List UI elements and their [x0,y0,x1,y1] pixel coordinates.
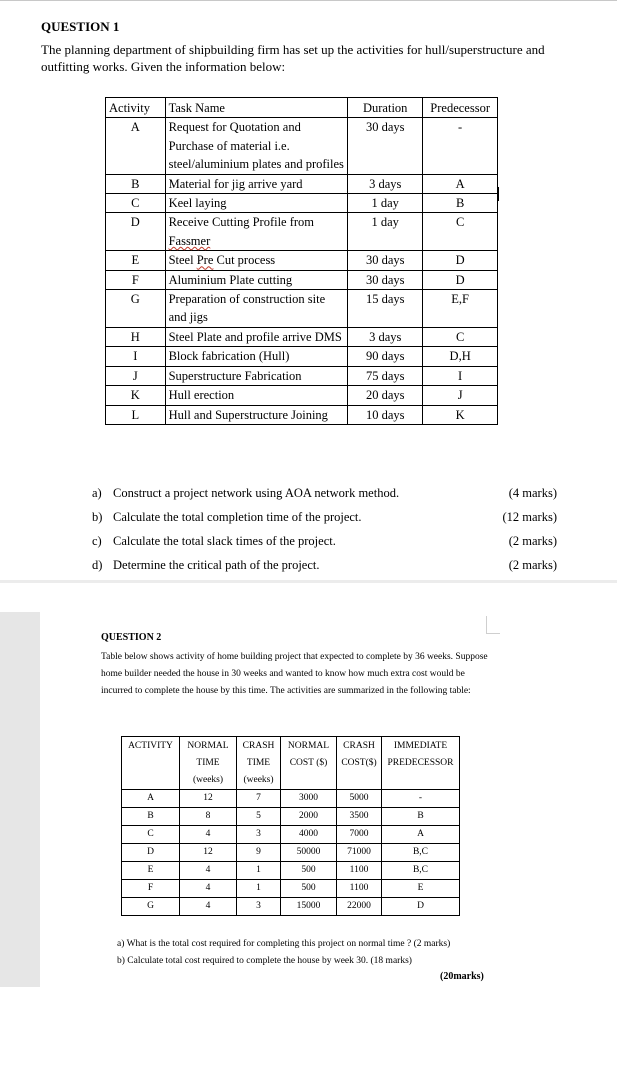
normal-time-cell: 4 [180,898,237,916]
activity-cell: F [122,880,180,898]
header-text: (weeks) [243,775,274,785]
part-label: b) [92,510,103,524]
table-row [106,213,498,251]
header-text: CRASH [343,741,375,751]
part-text: Construct a project network using AOA network method. [113,486,400,500]
predecessor-cell: E,F [423,290,498,328]
page-corner-mark [486,616,500,634]
header-text: COST($) [341,758,377,768]
question1-intro: The planning department of shipbuilding firm has set up the activities for hull/superstructure and outfitting works. Given the information below: [41,42,545,74]
question2-intro: Table below shows activity of home building project that expected to complete by 36 weeks. Suppose home builder needed the house in 30 weeks and wanted to know how much extra cost would be incurred to complete the house by this time. The activities are summarized in the following table: [101,652,488,696]
header-text: NORMAL [287,741,330,751]
crash-time-cell: 3 [237,898,281,916]
part-text: Calculate the total slack times of the project. [113,534,336,548]
task-cell: Hull erection [165,386,348,405]
part-marks: (4 marks) [508,486,557,500]
crashing-table [121,736,460,916]
predecessor-cell: A [423,174,498,193]
duration-cell: 75 days [348,366,423,385]
question-part [92,534,557,552]
normal-cost-cell: 50000 [281,844,337,862]
table-row [106,270,498,289]
table-row [106,405,498,424]
activity-cell: C [106,194,166,213]
normal-time-cell: 12 [180,844,237,862]
predecessor-cell: - [423,118,498,174]
header-text: TIME [246,758,271,768]
task-cell: Block fabrication (Hull) [165,347,348,366]
spellcheck-flagged-word: Fassmer [168,233,211,248]
part-label: c) [92,534,102,548]
header-crash-cost [337,737,382,790]
predecessor-cell: J [423,386,498,405]
task-cell: Preparation of construction site and jigs [165,290,348,328]
crash-cost-cell: 22000 [337,898,382,916]
normal-cost-cell: 500 [281,880,337,898]
part-marks: (2 marks) [508,534,557,548]
part-label: a) [92,486,102,500]
table-row [122,862,460,880]
part-label: d) [92,558,103,572]
duration-cell: 15 days [348,290,423,328]
crash-cost-cell: 3500 [337,808,382,826]
header-activity [122,737,180,790]
normal-cost-cell: 4000 [281,826,337,844]
crash-cost-cell: 1100 [337,880,382,898]
table-row [106,290,498,328]
table-row [106,327,498,346]
task-cell: Material for jig arrive yard [165,174,348,193]
question2-subquestions [117,936,450,970]
crash-time-cell: 1 [237,880,281,898]
duration-cell: 3 days [348,327,423,346]
header-duration: Duration [348,98,423,118]
duration-cell: 30 days [348,251,423,270]
predecessor-cell: B,C [382,844,460,862]
normal-time-cell: 4 [180,880,237,898]
predecessor-cell: B,C [382,862,460,880]
table-row [106,386,498,405]
table-row [122,808,460,826]
crash-time-cell: 9 [237,844,281,862]
question2-title: QUESTION 2 [101,632,162,643]
activity-cell: A [106,118,166,174]
duration-cell: 10 days [348,405,423,424]
activity-cell: B [106,174,166,193]
header-normal-time [180,737,237,790]
duration-cell: 30 days [348,270,423,289]
task-cell: Steel Plate and profile arrive DMS [165,327,348,346]
row-end-marker [497,187,499,201]
task-cell: Superstructure Fabrication [165,366,348,385]
part-text: Determine the critical path of the project. [113,558,320,572]
activity-cell: E [106,251,166,270]
predecessor-cell: I [423,366,498,385]
part-marks: (2 marks) [508,558,557,572]
normal-time-cell: 8 [180,808,237,826]
header-text: IMMEDIATE [393,741,448,751]
predecessor-cell: B [423,194,498,213]
part-marks: (12 marks) [502,510,557,524]
header-activity: Activity [106,98,166,118]
table-row [106,174,498,193]
header-immediate-predecessor [382,737,460,790]
predecessor-cell: - [382,790,460,808]
activity-cell: D [106,213,166,251]
task-cell [165,213,348,251]
crash-time-cell: 7 [237,790,281,808]
activity-cell: H [106,327,166,346]
activity-table [105,97,498,425]
task-cell: Hull and Superstructure Joining [165,405,348,424]
header-task-name: Task Name [165,98,348,118]
predecessor-cell: D [423,270,498,289]
duration-cell: 1 day [348,213,423,251]
crash-cost-cell: 7000 [337,826,382,844]
duration-cell: 90 days [348,347,423,366]
header-text: CRASH [242,741,275,751]
activity-cell: I [106,347,166,366]
task-cell: Request for Quotation and Purchase of material i.e. steel/aluminium plates and profiles [165,118,348,174]
activity-cell: K [106,386,166,405]
task-cell: Aluminium Plate cutting [165,270,348,289]
activity-cell: L [106,405,166,424]
crash-cost-cell: 1100 [337,862,382,880]
top-divider [0,0,617,1]
subquestion: b) Calculate total cost required to complete the house by week 30. (18 marks) [117,956,412,966]
table-row [106,366,498,385]
table-row [122,880,460,898]
question-part [92,558,557,576]
task-text: Receive Cutting Profile from [168,215,315,230]
task-cell: Keel laying [165,194,348,213]
crash-time-cell: 1 [237,862,281,880]
duration-cell: 30 days [348,118,423,174]
activity-cell: G [122,898,180,916]
page-separator [0,580,617,583]
predecessor-cell: C [423,213,498,251]
table-row [106,251,498,270]
question-part [92,486,557,504]
header-text: (weeks) [192,775,224,785]
header-text: NORMAL [187,741,229,751]
spellcheck-flagged-word: Pre [196,253,214,268]
activity-cell: J [106,366,166,385]
header-text: TIME [196,758,220,768]
table-row [122,844,460,862]
activity-cell: F [106,270,166,289]
predecessor-cell: E [382,880,460,898]
question2-total-marks: (20marks) [440,971,484,982]
activity-cell: D [122,844,180,862]
predecessor-cell: C [423,327,498,346]
header-normal-cost [281,737,337,790]
task-text: Steel [168,253,197,268]
normal-cost-cell: 500 [281,862,337,880]
subquestion: a) What is the total cost required for completing this project on normal time ? (2 marks) [117,939,451,949]
normal-time-cell: 4 [180,826,237,844]
normal-time-cell: 12 [180,790,237,808]
table-row [106,347,498,366]
header-predecessor: Predecessor [423,98,498,118]
predecessor-cell: D [382,898,460,916]
header-text: ACTIVITY [128,741,173,751]
table-row [106,118,498,174]
task-cell [165,251,348,270]
predecessor-cell: B [382,808,460,826]
crash-time-cell: 3 [237,826,281,844]
table-row [106,194,498,213]
predecessor-cell: D,H [423,347,498,366]
normal-cost-cell: 2000 [281,808,337,826]
question-part [92,510,557,528]
task-text: Cut process [213,253,276,268]
predecessor-cell: A [382,826,460,844]
duration-cell: 1 day [348,194,423,213]
table-row [122,790,460,808]
activity-cell: G [106,290,166,328]
part-text: Calculate the total completion time of the project. [113,510,362,524]
header-crash-time [237,737,281,790]
table-header-row [106,98,498,118]
table-header-row [122,737,460,790]
duration-cell: 20 days [348,386,423,405]
normal-cost-cell: 15000 [281,898,337,916]
predecessor-cell: D [423,251,498,270]
crash-cost-cell: 5000 [337,790,382,808]
normal-cost-cell: 3000 [281,790,337,808]
predecessor-cell: K [423,405,498,424]
crash-time-cell: 5 [237,808,281,826]
activity-cell: E [122,862,180,880]
table-row [122,898,460,916]
activity-cell: C [122,826,180,844]
normal-time-cell: 4 [180,862,237,880]
duration-cell: 3 days [348,174,423,193]
table-row [122,826,460,844]
crash-cost-cell: 71000 [337,844,382,862]
activity-cell: A [122,790,180,808]
activity-cell: B [122,808,180,826]
question1-title: QUESTION 1 [41,19,120,34]
page-gutter [0,612,40,987]
header-text: PREDECESSOR [387,758,454,768]
header-text: COST ($) [289,758,328,768]
